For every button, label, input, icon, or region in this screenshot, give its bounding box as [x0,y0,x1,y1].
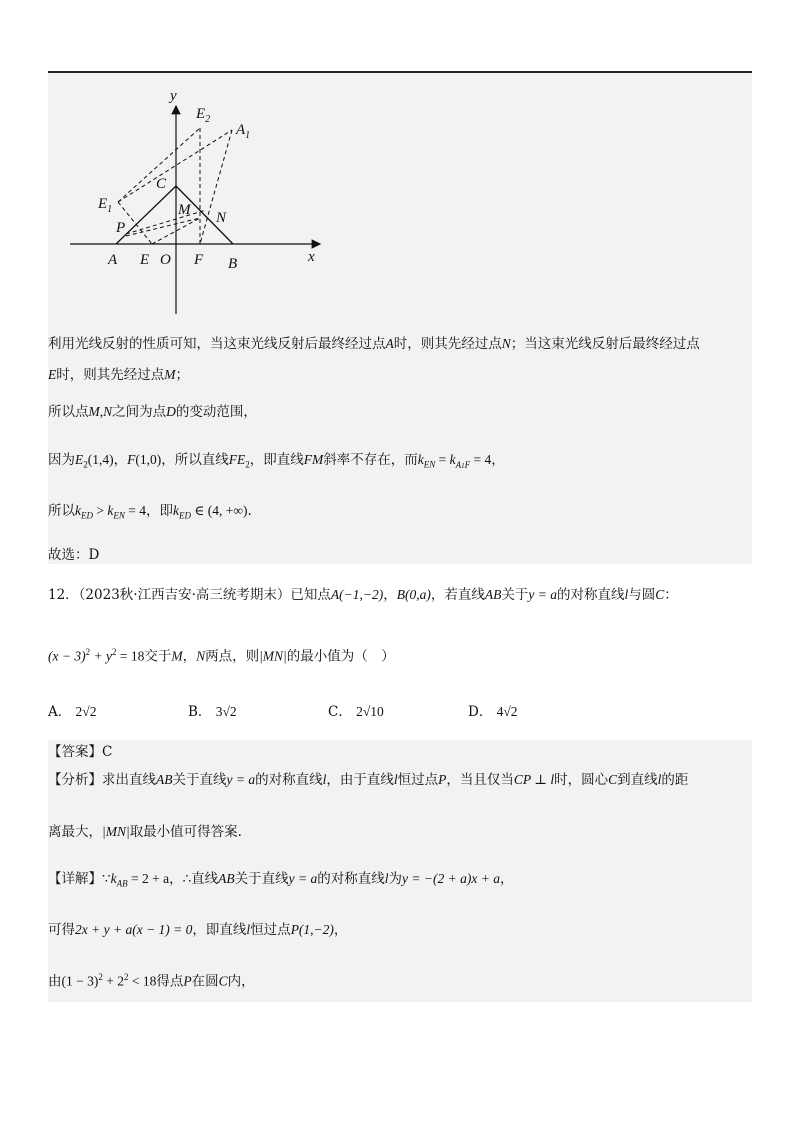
solution-line-2: E时，则其先经过点M； [48,367,189,383]
answer-line: 【答案】C [48,744,113,760]
label-C: C [156,176,167,192]
question-12-line-2: $(x - 3)^2 + y^2 = 18$交于M，N两点，则|MN|的最小值为（ ） [48,647,395,665]
label-E2: $E_2$ [196,106,211,125]
solution-line-1: 利用光线反射的性质可知，当这束光线反射后最终经过点A时，则其先经过点N；当这束光线反射后最终经过点 [48,336,700,352]
detail-line-1: 【详解】$\because k_{AB} = 2 + a$，∴直线AB关于直线y = a的对称直线l为y = −(2 + a)x + a， [48,871,514,889]
option-d: D． 4√2 [468,704,518,720]
label-M: M [178,202,191,218]
detail-line-3: 由$(1 - 3)^2 + 2^2 < 18$得点P在圆C内， [48,972,255,990]
label-A1: $A_1$ [236,122,251,141]
question-12-line-1: 12．（2023秋·江西吉安·高三统考期末）已知点A(−1,−2)，B(0,a)，若直线AB关于y = a的对称直线l与圆C： [48,587,678,603]
label-O: O [160,252,171,268]
detail-line-2: 可得2x + y + a(x − 1) = 0，即直线l恒过点P(1,−2)， [48,922,348,938]
solution-line-4: 因为$E_2(1,4)$，F(1,0)，所以直线$FE_2$，即直线FM斜率不存在，而$k_{EN} = k_{A1F} = 4$， [48,452,505,470]
solution-line-3: 所以点M,N之间为点D的变动范围， [48,404,257,420]
option-a: A． 2√2 [48,704,97,720]
solution-conclusion: 故选：D [48,547,100,563]
label-y-axis: y [170,88,177,104]
label-F: F [194,252,204,268]
option-b: B． 3√2 [188,704,237,720]
label-A: A [108,252,118,268]
solution-line-5: 所以$k_{ED} > k_{EN} = 4$，即$k_{ED}$ ∈ (4, +∞). [48,503,252,521]
label-E1: $E_1$ [98,196,113,215]
analysis-line-2: 离最大，|MN|取最小值可得答案. [48,824,242,840]
label-N: N [216,210,227,226]
option-c: C． 2√10 [328,704,384,720]
label-B: B [228,256,238,272]
geometry-figure [70,84,340,316]
label-P: P [116,220,126,236]
label-x-axis: x [308,249,315,265]
dash-P-M [126,218,200,236]
analysis-line-1: 【分析】求出直线AB关于直线y = a的对称直线l，由于直线l恒过点P，当且仅当CP ⊥ l时，圆心C到直线l的距 [48,772,689,788]
label-E: E [140,252,150,268]
